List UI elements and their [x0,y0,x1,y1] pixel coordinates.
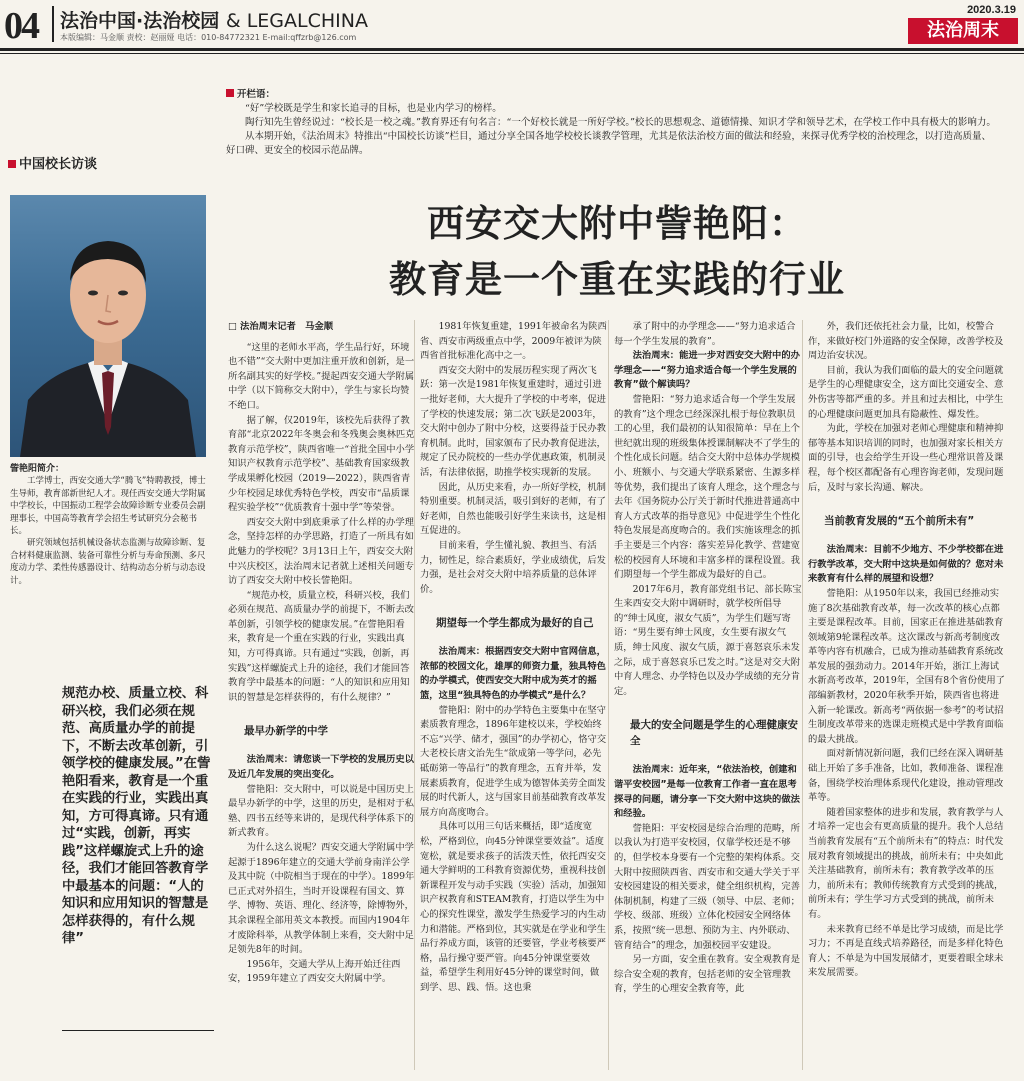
interview-question: 法治周末：近年来，“依法治校，创建和谐平安校园”是每一位教育工作者一直在思考探寻的问题，请分享一下交大附中这块的做法和经验。 [614,764,800,820]
interview-question: 法治周末：能进一步对西安交大附中的办学理念——“努力追求适合每一个学生发展的教育”做个解读吗？ [614,350,800,391]
article-column-4 [808,320,1008,981]
subheading: 最早办新学的中学 [244,725,328,738]
article-paragraph: 訾艳阳：附中的办学特色主要集中在坚守素质教育理念，1896年建校以来，学校始终不忘“兴学、储才，强国”的办学初心，恪守交大老校长唐文治先生“欲成第一等学问，必先砥砺第一等品行”的教育理念，五育并举，发展素质教育，促进学生成为德智体美劳全面发展的时代新人，这与国家目前基础教育改革发展方向高度吻合。 [420,704,607,818]
article-column-1 [228,320,416,987]
headline-line-1: 西安交大附中訾艳阳： [427,201,807,245]
page-number: 04 [4,5,38,47]
article-paragraph: 1956年，交通大学从上海开始迁往西安，1959年建立了西安交大附属中学。 [228,958,401,985]
square-bullet-icon [226,89,234,97]
subheading: 当前教育发展的“五个前所未有” [824,515,975,528]
bio-paragraph: 研究领域包括机械设备状态监测与故障诊断、复合材料健康监测、装备可靠性分析与寿命预测、多尺度动力学、柔性传感器设计、结构动态分析与动态设计。 [10,538,206,586]
article-column-2 [420,320,608,996]
brand-logo: 法治周末 [908,18,1018,44]
portrait-illustration [10,195,206,457]
article-paragraph: 訾艳阳：“努力追求适合每一个学生发展的教育”这个理念已经深深扎根于每位教职员工的心里，我们最初的认知很简单：早在上个世纪就出现的班级集体授课制解决不了学生的个性化成长问题。结合交大附中总体办学规模小、班额小、与交通大学联系紧密、生源多样等优势，我们提出了该育人理念，这个理念与去年《国务院办公厅关于新时代推进普通高中育人方式改革的指导意见》中促进学生个性化特色发展是高度吻合的。我们实施该理念的抓手主要是三个内容：落实差异化教学、营建宽松的校园育人环境和丰富多样的课程设置。我们期望每一个学生都成为最好的自己。 [614,393,800,581]
bio-name: 訾艳阳简介： [10,464,65,474]
article-paragraph: 未来教育已经不单是比学习成绩，而是比学习力；不再是直线式培养路径，而是多样化特色育人；不单是为中国发展储才，更要着眼全球未来发展需要。 [808,923,1004,979]
article-paragraph: 为此，学校在加强对老师心理健康和精神抑郁等基本知识培训的同时，也加强对家长相关方面的引导，也会给学生开设一些心理常识普及课程，每个校区都配备有心理咨询老师，发现问题后，及时与家长沟通、解决。 [808,423,1004,493]
intro-label [226,88,996,102]
bio-paragraph: 工学博士，西安交通大学“腾飞”特聘教授，博士生导师，教育部新世纪人才。现任西安交通大学附属中学校长，中国振动工程学会故障诊断专业委员会副理事长，中国高等教育学会招生考试研究分会秘书长。 [10,476,206,537]
header-rule-thin [0,53,1024,54]
section-title [60,6,368,33]
interview-question: 法治周末：请您谈一下学校的发展历史以及近几年发展的突出变化。 [228,754,414,781]
headline-line-2: 教育是一个重在实践的行业 [389,257,845,301]
subheading: 期望每一个学生都成为最好的自己 [436,617,594,630]
article-paragraph: 具体可以用三句话来概括，即“适度宽松，严格到位，向45分钟课堂要效益”。适度宽松，就是要求孩子的活泼天性，依托西安交通大学鲜明的工科教育资源优势，重视科技创新课程开发与动手实践（实验）活动，加强知识产权教育和STEAM教育，打造以学生为中心的探究性课堂，激发学生热爱学习的内生动力和潜能。严格到位，其实就是在学业和学生品行养成方面，该管的还要管，学业考核要严格，品行操守要严管。向45分钟课堂要效益，希望学生利用好45分钟的课堂时间，做到学、思、践、悟。这也秉 [420,821,606,993]
article-paragraph: 外，我们还依托社会力量，比如，校警合作，来做好校门外道路的安全保障，改善学校及周边治安状况。 [808,321,1004,362]
header-divider [52,6,54,42]
issue-date: 2020.3.19 [967,4,1016,16]
pull-quote: 规范办校、质量立校、科研兴校，我们必须在规范、高质量办学的前提下，不断去改革创新，引领学校的健康发展。”在訾艳阳看来，教育是一个重在实践的行业，实践出真知，方可得真谛。只有通过“实践，创新，再实践”这样螺旋式上升的途径，我们才能回答教育学中最基本的问题：“人的知识和应用知识的智慧是怎样获得的，有什么规律” [62,686,211,946]
article-paragraph: 因此，从历史来看，办一所好学校，机制特别重要。机制灵活，吸引到好的老师，有了好老师，自然也能吸引好学生来读书，这是相互促进的。 [420,481,606,537]
principal-bio [10,463,206,587]
article-paragraph: 目前，我认为我们面临的最大的安全问题就是学生的心理健康安全，这方面比交通安全、意外伤害等都严重的多。并且和过去相比，中学生的心理健康问题更加具有隐蔽性、爆发性。 [808,364,1004,420]
article-paragraph: 訾艳阳：从1950年以来，我国已经推动实施了8次基础教育改革，每一次改革的核心点都主要是课程改革。目前，国家正在推进基础教育领域第9轮课程改革。这次课改与新高考制度改革等内容有机融合，已成为推动基础教育系统改革发展的强劲动力。2014年开始，浙江上海试水新高考改革，2019年，全国有8个省份使用了部编新教材，2020年秋季开始，陕西省也将进入新一轮课改。新高考“两依据一参考”的考试招生制度改革带来的选课走班模式是中学教育面临的最大挑战。 [808,587,1005,745]
interview-question: 法治周末：根据西安交大附中官网信息，浓郁的校园文化，雄厚的师资力量，独具特色的办学模式，使西安交大附中成为英才的摇篮，这里“独具特色的办学模式”是什么？ [420,646,606,702]
section-title-cn: 法治中国·法治校园 [60,10,220,32]
header-rule [0,48,1024,51]
article-column-3 [614,320,802,997]
article-paragraph: 另一方面，安全重在教育。安全观教育是综合安全观的教育，包括老师的安全管理教育，学生的心理安全教育等，此 [614,954,800,995]
header-meta: 本版编辑：马金顺 责校：赵丽娅 电话：010-84772321 E-mail:qffzrb@126.com [60,33,357,42]
article-paragraph: 承了附中的办学理念——“努力追求适合每一个学生发展的教育”。 [614,321,796,347]
column-intro [226,88,996,158]
square-bullet-icon [8,160,16,168]
article-paragraph: 目前来看，学生懂礼貌、教担当、有活力，韧性足，综合素质好，学业成绩优，后发力强，是社会对交大附中培养质量的总体评价。 [420,539,606,595]
article-paragraph: 面对新情况新问题，我们已经在深入调研基础上开始了多手准备，比如，教师准备、课程准备，围绕学校治理体系现代化建设，推动管理改革等。 [808,748,1004,804]
column-divider [608,320,609,1070]
headline [222,195,1012,307]
article-paragraph: 为什么这么说呢？西安交通大学附属中学起源于1896年建立的交通大学前身南洋公学及其中院（中院相当于现在的中学）。1899年已正式对外招生，当时开设课程有国文、算学、博物、英语、理化、经济等，除博物外，其余课程全部用英文本教授。而国内1904年才废除科举，从教学体制上来看，交大附中足足领先8年的时间。 [228,842,415,956]
interview-question: 法治周末：目前不少地方、不少学校都在进行教学改革，交大附中这块是如何做的？您对未来教育有什么样的展望和设想？ [808,544,1004,585]
article-paragraph: “规范办校，质量立校，科研兴校，我们必须在规范、高质量办学的前提下，不断去改革创新，引领学校的健康发展。”在訾艳阳看来，教育是一个重在实践的行业，实践出真知，方可得真谛。只有通过“实践，创新，再实践”这样螺旋式上升的途径，我们才能回答教育学中最基本的问题：“人的知识和应用知识的智慧是怎样获得的，有什么规律？” [228,589,414,703]
section-tag [8,153,97,172]
intro-paragraph: “好”学校既是学生和家长追寻的目标，也是业内学习的榜样。 [245,103,502,114]
pull-quote-rule [62,1030,214,1031]
article-paragraph: 随着国家整体的进步和发展，教育教学与人才培养一定也会有更高质量的提升。我个人总结当前教育发展有“五个前所未有”的特点：时代发展对教育领域提出的挑战，前所未有；中央如此关注基础教育，前所未有；教育教学改革的压力，前所未有；教师传统教育方式受到的挑战，前所未有；学生学习方式受到的挑战，前所未有。 [808,806,1004,920]
article-paragraph: 訾艳阳：平安校园是综合治理的范畴，所以我认为打造平安校园，仅靠学校还是不够的，但学校本身要有一个完整的架构体系。交大附中按照陕西省、西安市和交通大学关于平安校园建设的相关要求，健全组织机构，完善体制机制，构建了三级（领导、中层、老师；学校、级部、班级）立体化校园安全网络体系，按照“统一思想、预防为主、内外联动、管育结合”的理念，加强校园平安建设。 [614,822,800,951]
article-paragraph: “这里的老师水平高，学生品行好，环境也不错”“交大附中更加注重开放和创新，是一所名副其实的好学校。”提起西安交通大学附属中学（以下简称交大附中），学生与家长均赞不绝口。 [228,341,415,411]
section-tag-text: 中国校长访谈 [19,157,98,172]
article-paragraph: 据了解，仅2019年，该校先后获得了教育部“北京2022年冬奥会和冬残奥会奥林匹克教育示范学校”，陕西省唯一“首批全国中小学知识产权教育示范学校”、基础教育国家级教学成果孵化校园（2019—2022），陕西省青少年校园足球优秀特色学校，西安市“品质课程实验学校”“优质教育十强中学”等荣誉。 [228,414,415,514]
intro-paragraph: 从本期开始，《法治周末》特推出“中国校长访谈”栏目，通过分享全国各地学校校长谈教学管理，尤其是依法治校方面的做法和经验，来探寻优秀学校的治校理念，以打造高质量、好口碑、更安全的校园示范品牌。 [226,131,991,156]
subheading: 最大的安全问题是学生的心理健康安全 [630,719,798,748]
article-paragraph: 西安交大附中到底秉承了什么样的办学理念，坚持怎样的办学思路，打造了一所具有如此魅力的学校呢？3月13日上午，西安交大附中兴庆校区，法治周末记者就上述相关问题专访了西安交大附中校长訾艳阳。 [228,516,414,587]
section-title-en: & LEGALCHINA [225,10,368,32]
article-paragraph: 1981年恢复重建，1991年被命名为陕西省、西安市两级重点中学，2009年被评为陕西省首批标准化高中之一。 [420,321,607,362]
byline: □ 法治周末记者 马金顺 [228,321,333,332]
column-divider [802,320,803,1070]
principal-portrait [10,195,206,457]
intro-paragraph: 陶行知先生曾经说过：“校长是一校之魂。”教育界还有句名言：“一个好校长就是一所好学校。”校长的思想观念、道德情操、知识才学和领导艺术，在学校工作中具有极大的影响力。 [245,117,996,128]
article-paragraph: 訾艳阳：交大附中，可以说是中国历史上最早办新学的中学，这里的历史，是相对于私塾、四书五经等来讲的，是现代科学体系下的新式教育。 [228,783,414,839]
intro-label-text: 开栏语： [237,89,276,100]
article-paragraph: 2017年6月，教育部党组书记、部长陈宝生来西安交大附中调研时，就学校所倡导的“绅士风度，淑女气质”，为学生们题写寄语：“男生要有绅士风度，女生要有淑女气质，绅士风度、淑女气质，源于喜怒哀乐未发之际，成于喜怒哀乐已发之时。”这是对交大附中育人理念、办学特色以及办学成绩的充分肯定。 [614,583,802,697]
article-paragraph: 西安交大附中的发展历程实现了两次飞跃：第一次是1981年恢复重建时，通过引进一批好老师，大大提升了学校的中考率，促进了学校的快速发展；第二次飞跃是2003年，交大附中创办了附中分校，这要得益于民办教育机制。此时，国家颁布了民办教育促进法，规定了民办院校的一些办学优惠政策，机制灵活，有法律依据，助推学校实现新的发展。 [420,364,606,478]
